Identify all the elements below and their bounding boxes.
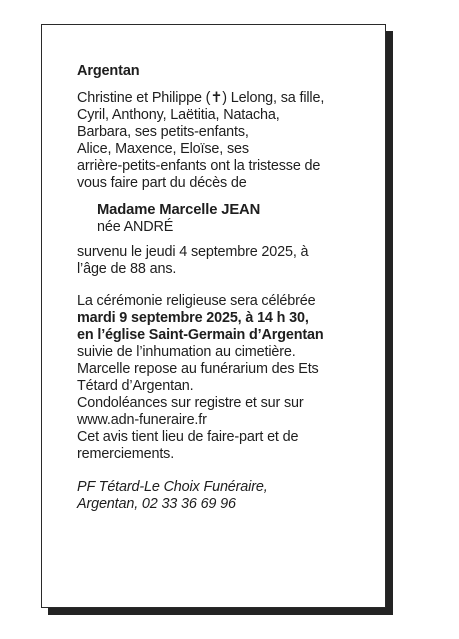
- deceased-name: Madame Marcelle JEAN: [97, 202, 261, 218]
- death-line: survenu le jeudi 4 septembre 2025, à: [77, 244, 309, 260]
- signature-line: Argentan, 02 33 36 69 96: [77, 496, 236, 512]
- funeral-home-signature: [77, 479, 377, 513]
- after-line: Cet avis tient lieu de faire-part et de: [77, 429, 299, 445]
- birth-name: née ANDRÉ: [97, 219, 174, 235]
- family-line: Alice, Maxence, Eloïse, ses: [77, 141, 249, 157]
- ceremony-place: en l’église Saint-Germain d’Argentan: [77, 327, 324, 343]
- after-line: Tétard d’Argentan.: [77, 378, 194, 394]
- after-line: Condoléances sur registre et sur sur: [77, 395, 304, 411]
- deceased-block: [97, 202, 377, 236]
- ceremony-date: mardi 9 septembre 2025, à 14 h 30,: [77, 310, 309, 326]
- family-line: Christine et Philippe (✝) Lelong, sa fille,: [77, 90, 325, 106]
- after-line: remerciements.: [77, 446, 175, 462]
- family-announcement: [77, 90, 377, 192]
- death-line: l’âge de 88 ans.: [77, 261, 177, 277]
- family-line: Cyril, Anthony, Laëtitia, Natacha,: [77, 107, 280, 123]
- city-heading: Argentan: [77, 63, 140, 79]
- signature-line: PF Tétard-Le Choix Funéraire,: [77, 479, 268, 495]
- ceremony-details: [77, 293, 377, 463]
- ceremony-intro: La cérémonie religieuse sera célébrée: [77, 293, 316, 309]
- family-line: vous faire part du décès de: [77, 175, 247, 191]
- death-details: [77, 244, 377, 278]
- after-line: Marcelle repose au funérarium des Ets: [77, 361, 319, 377]
- notice-content: [77, 63, 377, 513]
- website-text: www.adn-funeraire.fr: [77, 412, 207, 428]
- paragraph-spacer: [77, 278, 377, 293]
- obituary-notice: [41, 24, 386, 608]
- family-line: arrière-petits-enfants ont la tristesse de: [77, 158, 321, 174]
- after-line: suivie de l’inhumation au cimetière.: [77, 344, 296, 360]
- family-line: Barbara, ses petits-enfants,: [77, 124, 249, 140]
